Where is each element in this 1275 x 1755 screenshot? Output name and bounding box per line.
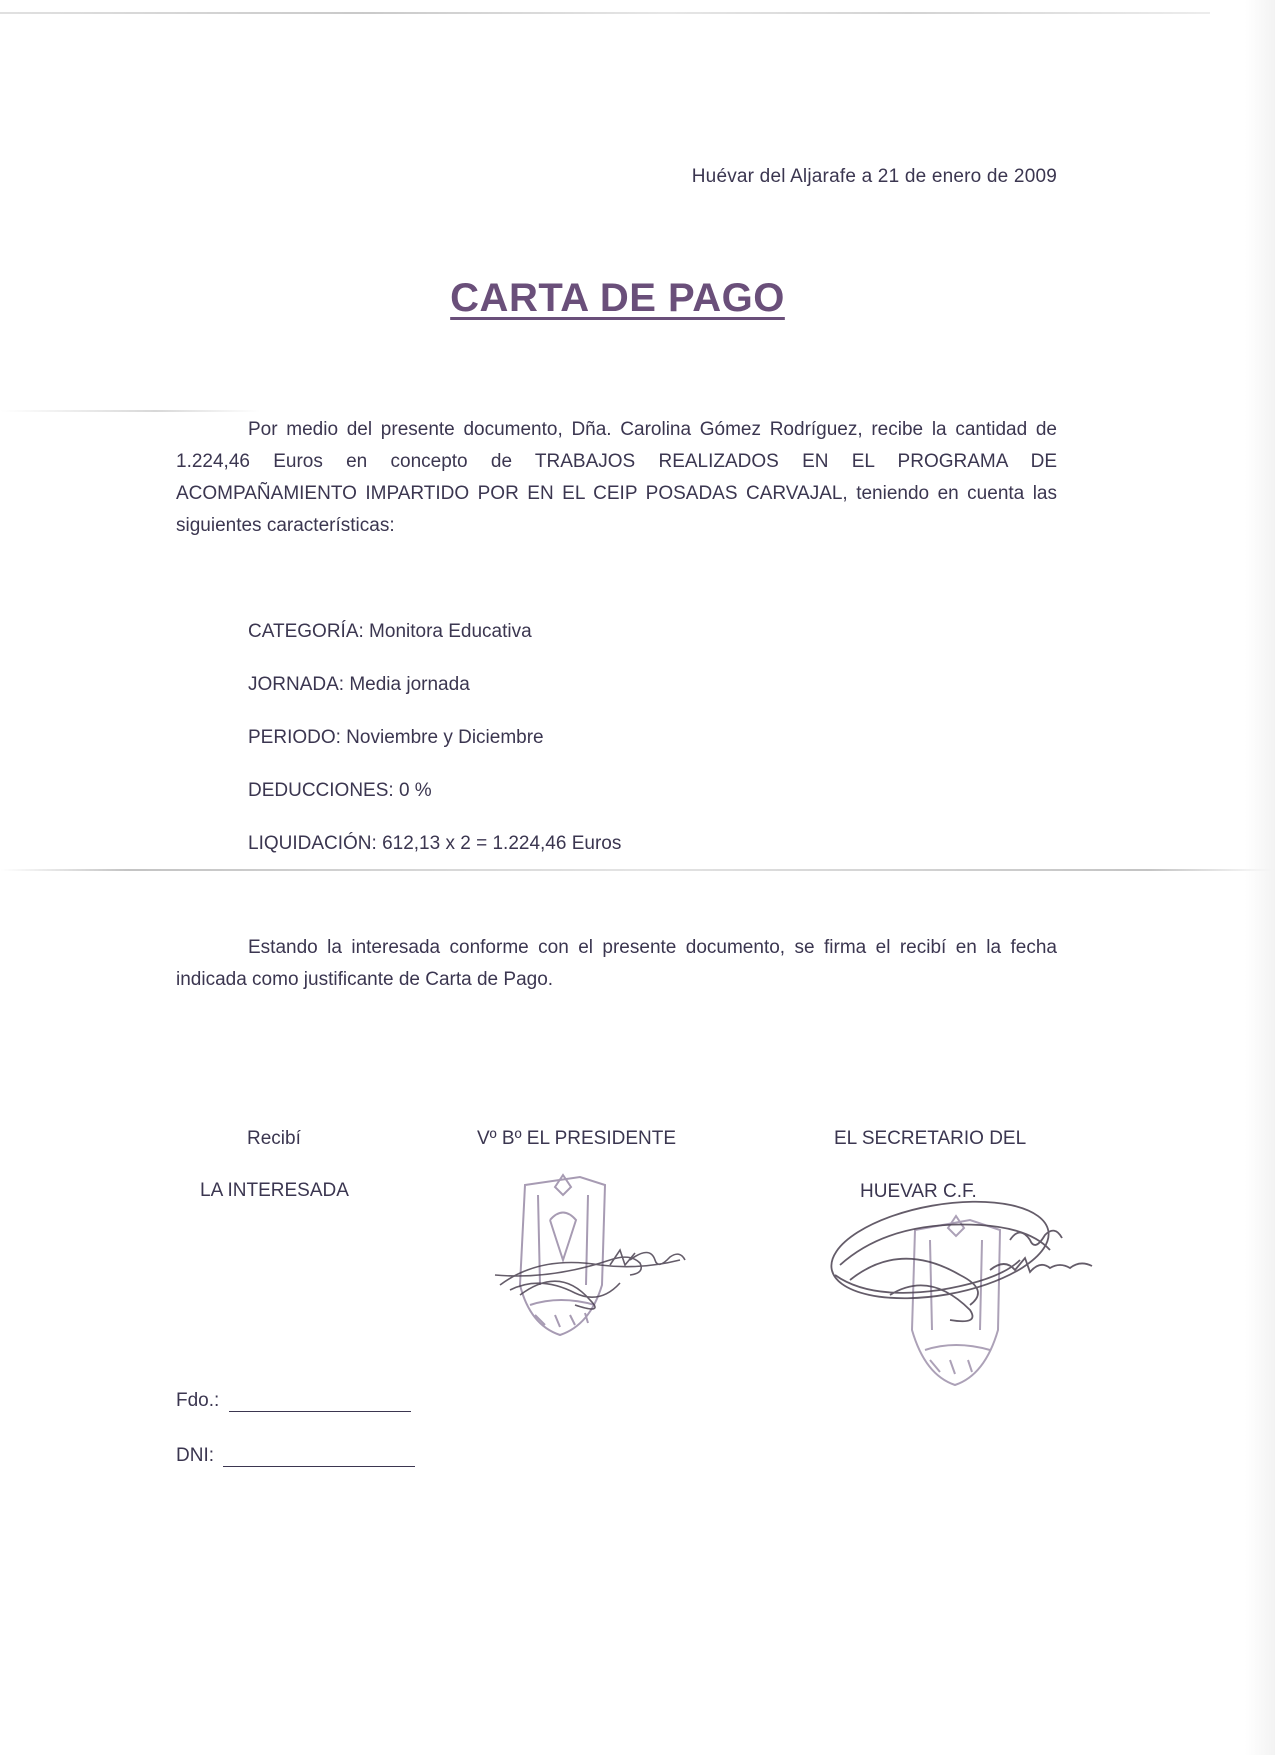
secretary-label: EL SECRETARIO DEL [834,1128,1027,1149]
president-label: Vº Bº EL PRESIDENTE [477,1128,677,1149]
feature-category: CATEGORÍA: Monitora Educativa [248,621,532,642]
feature-workday: JORNADA: Media jornada [248,674,470,695]
fdo-label: Fdo.: [176,1390,220,1411]
feature-period: PERIODO: Noviembre y Diciembre [248,727,544,748]
closing-paragraph-text: Estando la interesada conforme con el presente documento, se firma el recibí en la fecha indicada como justificante de Carta de Pago. [176,937,1057,990]
received-label: Recibí [247,1128,301,1149]
dni-blank [223,1446,415,1467]
scan-edge-artifact [0,12,1210,14]
secretary-stamp-signature [830,1180,1120,1395]
dni-label: DNI: [176,1445,214,1466]
document-title: CARTA DE PAGO [450,276,785,320]
intro-paragraph [176,414,1057,542]
feature-deductions: DEDUCCIONES: 0 % [248,780,432,801]
dni-line [176,1445,415,1467]
fdo-line [176,1390,411,1412]
closing-paragraph [176,932,1057,996]
features-list [248,616,621,881]
paper-fold-line [0,869,1275,871]
club-label: HUEVAR C.F. [860,1181,977,1202]
paper-fold-mark [0,410,260,412]
president-stamp-signature [480,1165,690,1340]
scan-shadow [1245,0,1275,1755]
fdo-blank [229,1391,411,1412]
interested-label: LA INTERESADA [200,1180,349,1201]
place-date: Huévar del Aljarafe a 21 de enero de 2009 [691,166,1057,187]
feature-settlement: LIQUIDACIÓN: 612,13 x 2 = 1.224,46 Euros [248,833,622,854]
intro-paragraph-text: Por medio del presente documento, Dña. Carolina Gómez Rodríguez, recibe la cantidad de 1.224,46 Euros en concepto de TRABAJOS REALIZADOS EN EL PROGRAMA DE ACOMPAÑAMIENTO IMPARTIDO POR EN EL CEIP POSADAS CARVAJAL, teniendo en cuenta las siguientes características: [176,419,1057,536]
